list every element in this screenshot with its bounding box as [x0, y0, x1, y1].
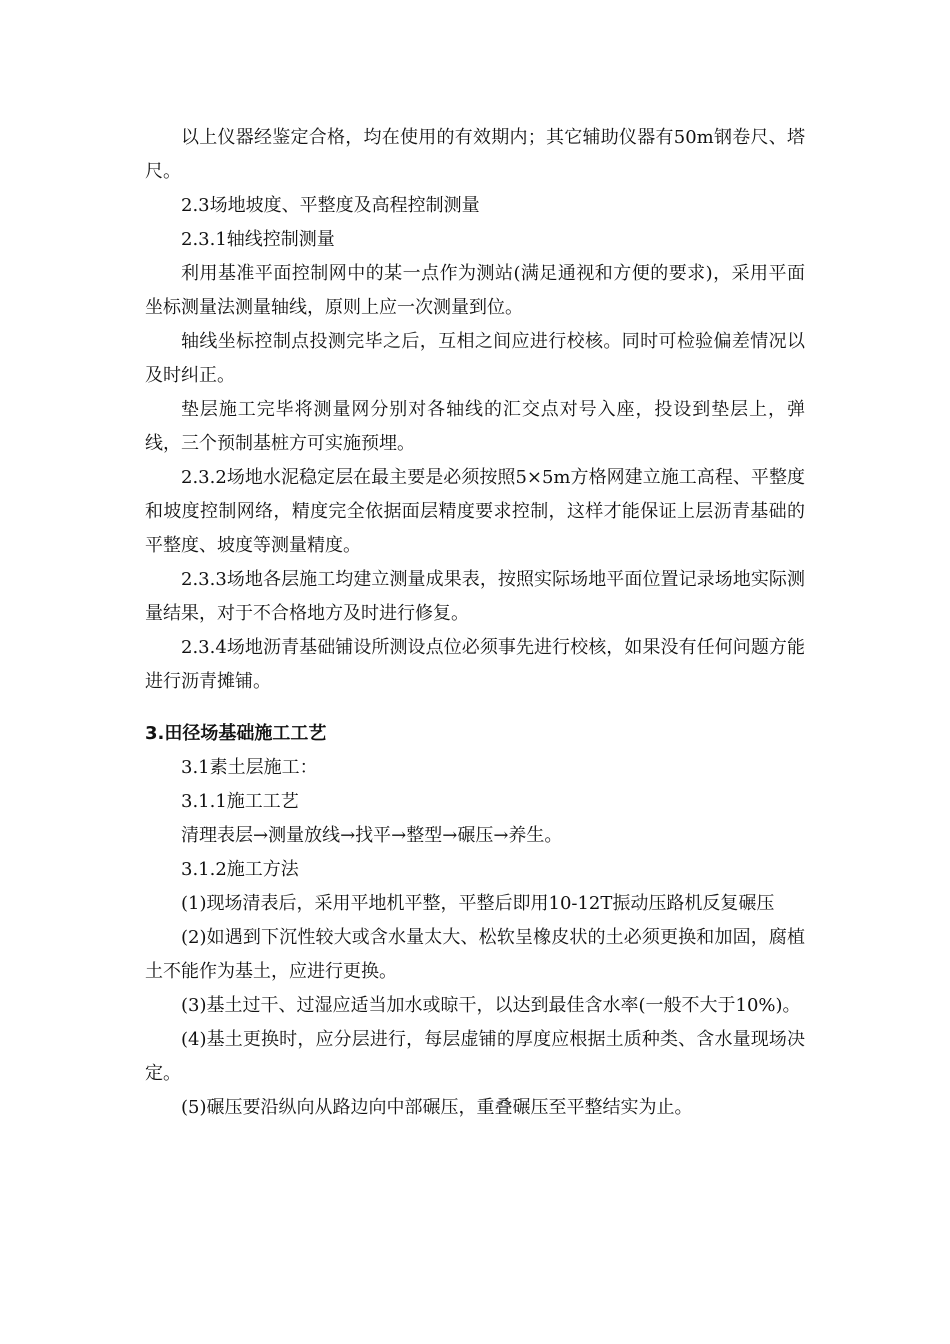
paragraph-axis-measure: 利用基准平面控制网中的某一点作为测站(满足通视和方便的要求)，采用平面坐标测量法测量轴线，原则上应一次测量到位。 — [145, 263, 805, 318]
paragraph-cushion: 垫层施工完毕将测量网分别对各轴线的汇交点对号入座，投设到垫层上，弹线，三个预制基桩方可实施预埋。 — [145, 399, 805, 454]
heading-3-1-2: 3.1.2施工方法 — [181, 859, 299, 880]
list-item-2: (2)如遇到下沉性较大或含水量太大、松软呈橡皮状的土必须更换和加固，腐植土不能作为基土，应进行更换。 — [145, 927, 805, 982]
heading-2-3-1: 2.3.1轴线控制测量 — [181, 229, 335, 250]
document-body — [145, 121, 805, 1125]
list-item-3: (3)基土过干、过湿应适当加水或晾干，以达到最佳含水率(一般不大于10%)。 — [181, 995, 801, 1016]
paragraph-2-3-4: 2.3.4场地沥青基础铺设所测设点位必须事先进行校核，如果没有任何问题方能进行沥青摊铺。 — [145, 637, 805, 692]
list-item-5: (5)碾压要沿纵向从路边向中部碾压，重叠碾压至平整结实为止。 — [181, 1097, 693, 1118]
paragraph-2-3-3: 2.3.3场地各层施工均建立测量成果表，按照实际场地平面位置记录场地实际测量结果，对于不合格地方及时进行修复。 — [145, 569, 805, 624]
heading-3-1-1: 3.1.1施工工艺 — [181, 791, 299, 812]
heading-3-1: 3.1素土层施工： — [181, 757, 318, 778]
paragraph-process-flow: 清理表层→测量放线→找平→整型→碾压→养生。 — [181, 825, 563, 846]
list-item-4: (4)基土更换时，应分层进行，每层虚铺的厚度应根据土质种类、含水量现场决定。 — [145, 1029, 805, 1084]
paragraph-instruments: 以上仪器经鉴定合格，均在使用的有效期内；其它辅助仪器有50m钢卷尺、塔尺。 — [145, 127, 805, 182]
list-item-1: (1)现场清表后，采用平地机平整，平整后即用10-12T振动压路机反复碾压 — [181, 893, 775, 914]
paragraph-2-3-2: 2.3.2场地水泥稳定层在最主要是必须按照5×5m方格网建立施工高程、平整度和坡度控制网络，精度完全依据面层精度要求控制，这样才能保证上层沥青基础的平整度、坡度等测量精度。 — [145, 467, 805, 556]
heading-2-3: 2.3场地坡度、平整度及高程控制测量 — [181, 195, 480, 216]
section-title-3: 3.田径场基础施工工艺 — [145, 723, 327, 744]
paragraph-axis-check: 轴线坐标控制点投测完毕之后，互相之间应进行校核。同时可检验偏差情况以及时纠正。 — [145, 331, 805, 386]
